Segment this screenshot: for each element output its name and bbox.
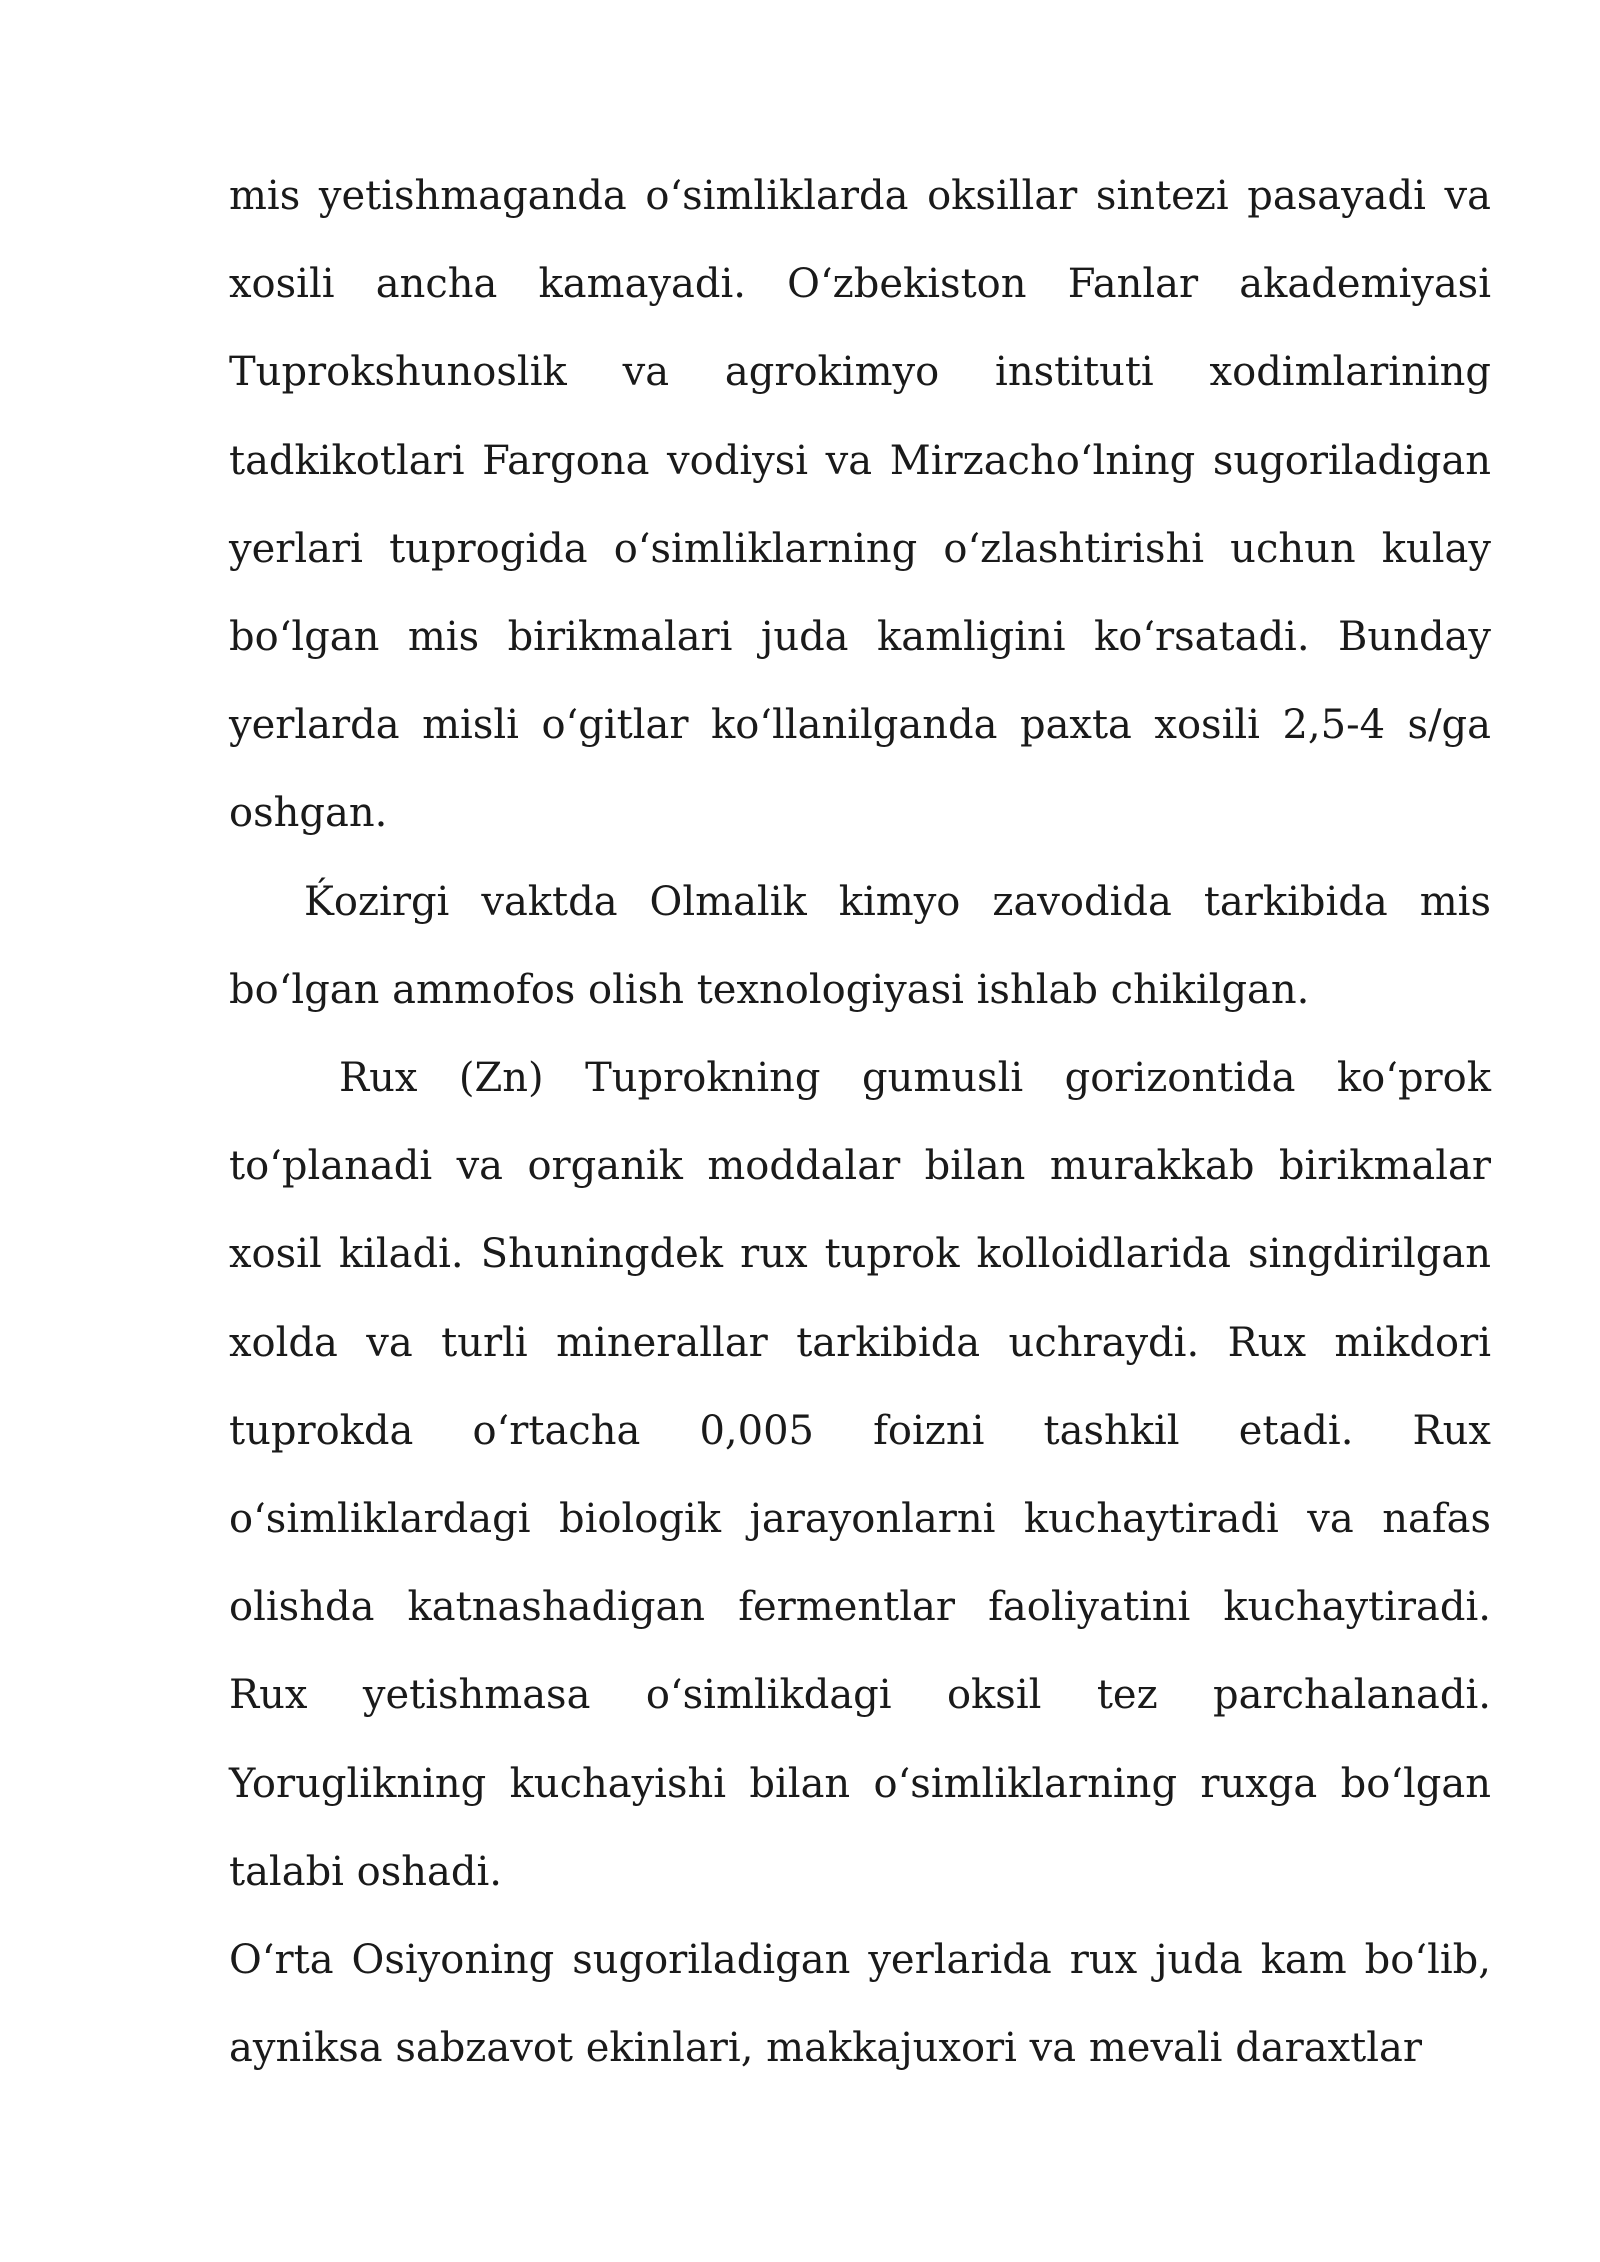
document-page bbox=[229, 152, 1491, 2092]
paragraph-copper-deficiency: mis yetishmaganda oʻsimliklarda oksillar sintezi pasayadi va xosili ancha kamayadi. Oʻzbekiston Fanlar akademiyasi Tuprokshunoslik va agrokimyo instituti xodimlarining tadkikotlari Fargona vodiysi va Mirzachoʻlning sugoriladigan yerlari tuprogida oʻsimliklarning oʻzlashtirishi uchun kulay boʻlgan mis birikmalari juda kamligini koʻrsatadi. Bunday yerlarda misli oʻgitlar koʻllanilganda paxta xosili 2,5-4 s/ga oshgan. bbox=[229, 173, 1491, 837]
paragraph-zinc: Rux (Zn) Tuprokning gumusli gorizontida koʻprok toʻplanadi va organik moddalar bilan murakkab birikmalar xosil kiladi. Shuningdek rux tuprok kolloidlarida singdirilgan xolda va turli minerallar tarkibida uchraydi. Rux mikdori tuprokda oʻrtacha 0,005 foizni tashkil etadi. Rux oʻsimliklardagi biologik jarayonlarni kuchaytiradi va nafas olishda katnashadigan fermentlar faoliyatini kuchaytiradi. Rux yetishmasa oʻsimlikdagi oksil tez parchalanadi. Yoruglikning kuchayishi bilan oʻsimliklarning ruxga boʻlgan talabi oshadi. bbox=[229, 1055, 1491, 1895]
paragraph-olmalik-ammophos: Ḱozirgi vaktda Olmalik kimyo zavodida tarkibida mis boʻlgan ammofos olish texnologiyasi ishlab chikilgan. bbox=[229, 878, 1491, 1013]
paragraph-central-asia-zinc: Oʻrta Osiyoning sugoriladigan yerlarida rux juda kam boʻlib, ayniksa sabzavot ekinlari, makkajuxori va mevali daraxtlar bbox=[229, 1937, 1491, 2072]
